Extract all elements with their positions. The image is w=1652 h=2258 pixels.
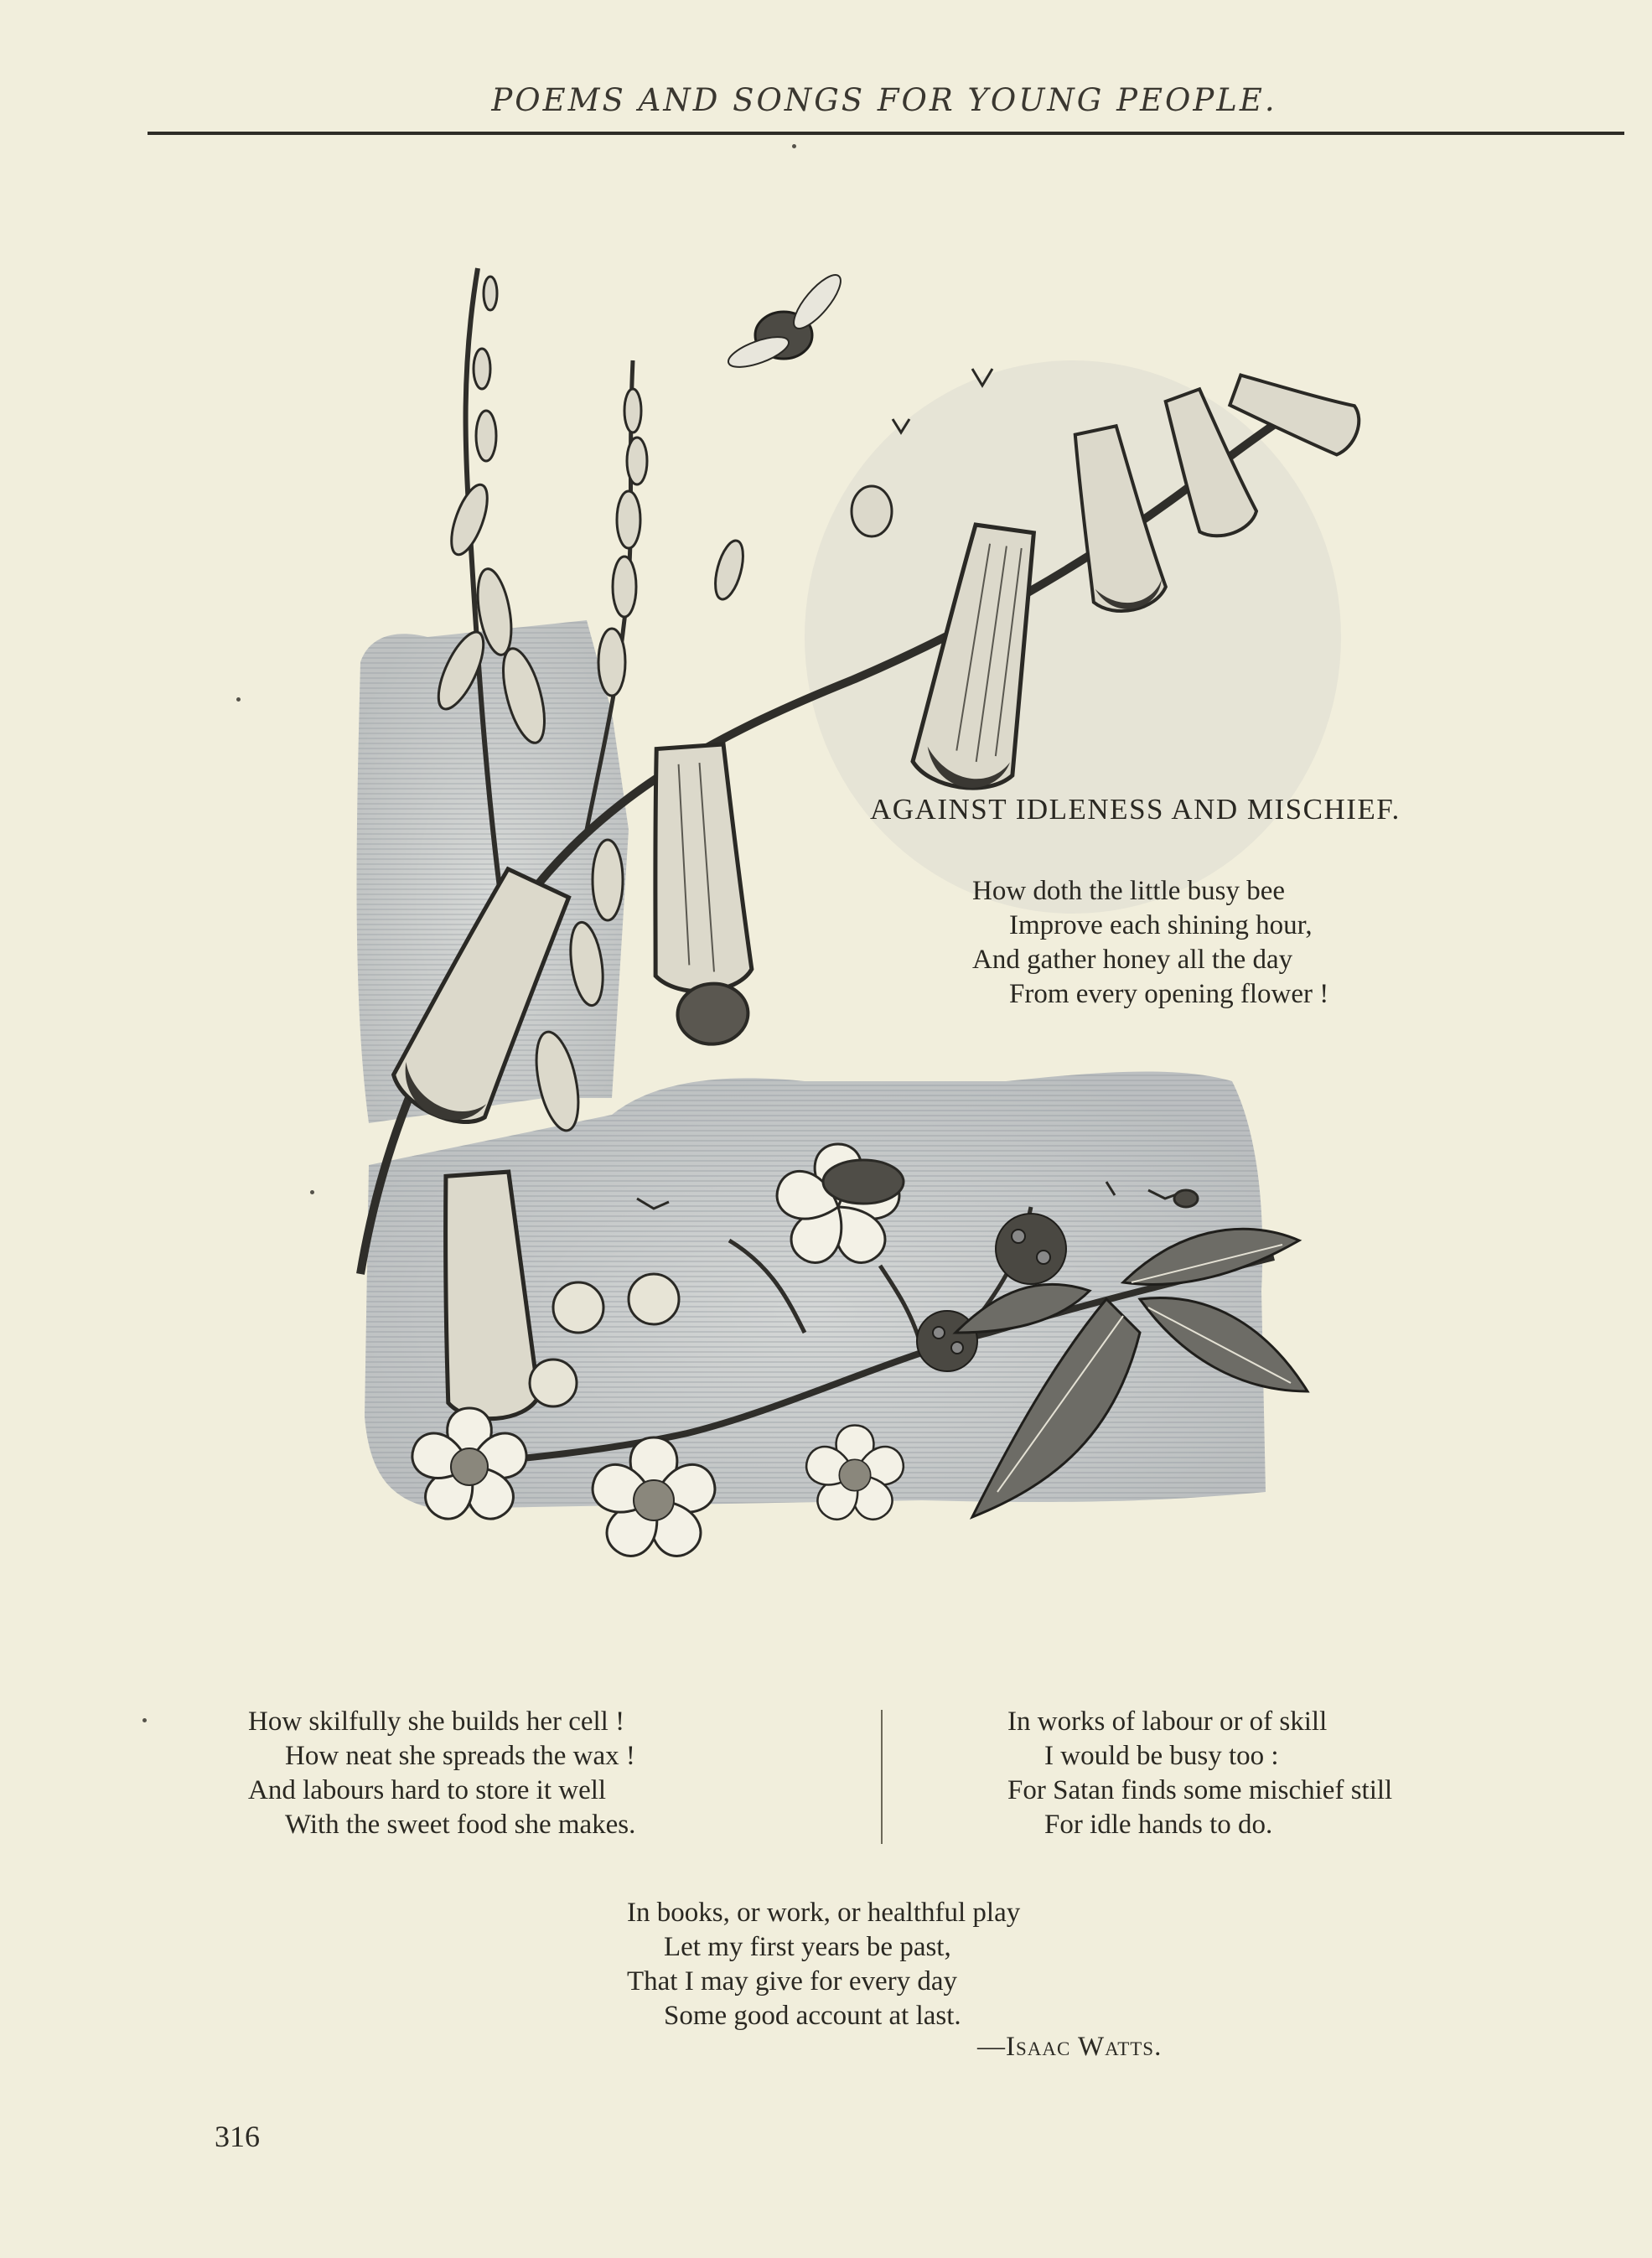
running-title: POEMS AND SONGS FOR YOUNG PEOPLE. [491,82,1277,118]
bumblebee-flying [725,268,848,373]
page-number: 316 [215,2120,260,2153]
ink-speck [142,1718,147,1722]
verse-line: In books, or work, or healthful play [627,1898,1021,1928]
verse-line: For Satan finds some mischief still [1007,1775,1393,1805]
ink-speck [792,144,796,148]
verse-line: And labours hard to store it well [248,1775,607,1805]
verse-line: How skilfully she builds her cell ! [248,1706,625,1737]
ink-speck [236,697,241,702]
poem-title: AGAINST IDLENESS AND MISCHIEF. [870,793,1401,826]
header-rule [148,132,1624,135]
verse-line: From every opening flower ! [1009,979,1329,1009]
stanza-1 [972,874,1328,1012]
verse-line: How neat she spreads the wax ! [285,1741,635,1771]
verse-line: How doth the little busy bee [972,876,1286,906]
verse-line: And gather honey all the day [972,945,1293,975]
verse-line: Some good account at last. [664,2001,961,2031]
verse-line: For idle hands to do. [1044,1810,1273,1840]
faint-ghost-vignette [805,360,1341,914]
verse-line: With the sweet food she makes. [285,1810,636,1840]
stanza-2 [248,1705,635,1842]
verse-line: In works of labour or of skill [1007,1706,1328,1737]
stanza-4 [627,1896,1020,2033]
stanza-3 [1007,1705,1392,1842]
verse-line: Improve each shining hour, [1009,910,1313,940]
poem-attribution: —Isaac Watts. [977,2032,1163,2062]
verse-line: That I may give for every day [627,1966,958,1996]
column-divider [881,1710,883,1844]
ink-speck [310,1190,314,1194]
verse-line: I would be busy too : [1044,1741,1279,1771]
foxglove-bell-with-bee [640,743,757,1048]
verse-line: Let my first years be past, [664,1932,951,1962]
